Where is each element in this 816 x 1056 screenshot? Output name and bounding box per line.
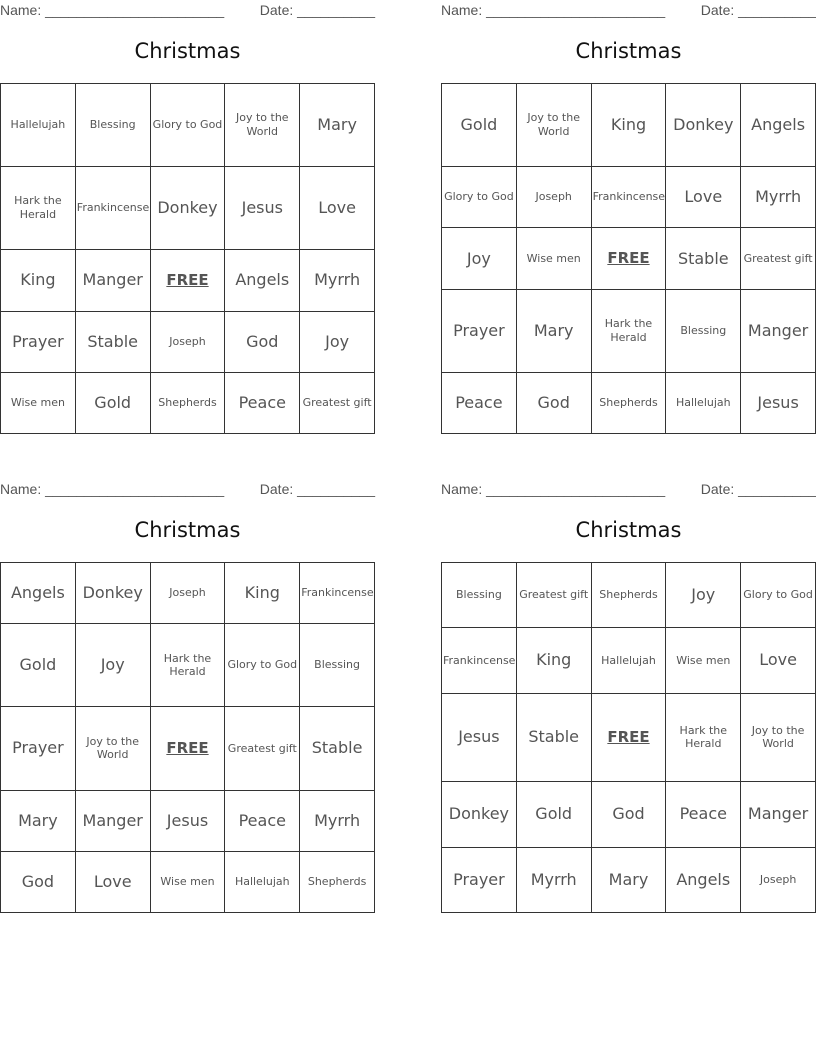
grid-cell: Hark the Herald bbox=[666, 693, 741, 782]
grid-row bbox=[1, 372, 375, 433]
card-header bbox=[441, 479, 816, 503]
grid-cell: God bbox=[516, 372, 591, 433]
grid-cell: Manger bbox=[741, 782, 816, 847]
grid-cell: King bbox=[516, 628, 591, 693]
grid-cell: Joseph bbox=[150, 563, 225, 624]
grid-cell: Joy to the World bbox=[741, 693, 816, 782]
grid-cell: Angels bbox=[666, 847, 741, 912]
grid-cell: Love bbox=[741, 628, 816, 693]
grid-cell: Shepherds bbox=[150, 372, 225, 433]
date-field-label: Date: __________ bbox=[700, 2, 816, 18]
grid-row bbox=[442, 167, 816, 228]
name-field-label: Name: _______________________ bbox=[0, 2, 225, 18]
grid-cell: Glory to God bbox=[741, 563, 816, 628]
name-field-label: Name: _______________________ bbox=[0, 481, 225, 497]
grid-cell: Hallelujah bbox=[591, 628, 666, 693]
grid-cell: Donkey bbox=[666, 84, 741, 167]
grid-cell: Stable bbox=[75, 311, 150, 372]
grid-cell: Hark the Herald bbox=[591, 289, 666, 372]
grid-cell: Mary bbox=[591, 847, 666, 912]
card-title: Christmas bbox=[575, 39, 682, 63]
grid-cell: Greatest gift bbox=[225, 707, 300, 790]
bingo-grid bbox=[0, 83, 375, 434]
grid-cell: Joy to the World bbox=[75, 707, 150, 790]
grid-cell: Frankincense bbox=[75, 167, 150, 250]
grid-cell: Prayer bbox=[442, 847, 517, 912]
free-space-cell: FREE bbox=[591, 228, 666, 289]
grid-cell: Myrrh bbox=[516, 847, 591, 912]
bingo-grid bbox=[441, 83, 816, 434]
grid-cell: Greatest gift bbox=[300, 372, 375, 433]
grid-cell: Angels bbox=[741, 84, 816, 167]
grid-cell: Stable bbox=[516, 693, 591, 782]
grid-cell: Prayer bbox=[442, 289, 517, 372]
card-title: Christmas bbox=[134, 518, 241, 542]
date-field-label: Date: __________ bbox=[259, 481, 375, 497]
free-space-cell: FREE bbox=[591, 693, 666, 782]
grid-row bbox=[1, 563, 375, 624]
date-field-label: Date: __________ bbox=[700, 481, 816, 497]
grid-cell: Wise men bbox=[516, 228, 591, 289]
grid-row bbox=[1, 167, 375, 250]
grid-row bbox=[1, 851, 375, 912]
grid-cell: Manger bbox=[75, 790, 150, 851]
grid-cell: God bbox=[591, 782, 666, 847]
grid-cell: Mary bbox=[300, 84, 375, 167]
grid-cell: Shepherds bbox=[591, 563, 666, 628]
grid-cell: Myrrh bbox=[300, 250, 375, 311]
grid-cell: Wise men bbox=[150, 851, 225, 912]
grid-cell: King bbox=[225, 563, 300, 624]
grid-cell: Joy bbox=[75, 624, 150, 707]
grid-cell: Mary bbox=[516, 289, 591, 372]
grid-row bbox=[1, 250, 375, 311]
grid-cell: Gold bbox=[516, 782, 591, 847]
bingo-card bbox=[0, 479, 375, 891]
grid-cell: Prayer bbox=[1, 707, 76, 790]
grid-cell: Donkey bbox=[150, 167, 225, 250]
grid-cell: King bbox=[1, 250, 76, 311]
grid-cell: Love bbox=[300, 167, 375, 250]
grid-cell: King bbox=[591, 84, 666, 167]
grid-row bbox=[442, 693, 816, 782]
grid-row bbox=[442, 289, 816, 372]
card-title: Christmas bbox=[575, 518, 682, 542]
grid-row bbox=[442, 847, 816, 912]
grid-row bbox=[442, 372, 816, 433]
grid-cell: Frankincense bbox=[591, 167, 666, 228]
grid-cell: Glory to God bbox=[225, 624, 300, 707]
name-field-label: Name: _______________________ bbox=[441, 2, 666, 18]
free-space-cell: FREE bbox=[150, 707, 225, 790]
grid-cell: Mary bbox=[1, 790, 76, 851]
grid-cell: Gold bbox=[442, 84, 517, 167]
grid-row bbox=[1, 311, 375, 372]
grid-cell: Peace bbox=[225, 372, 300, 433]
grid-cell: Blessing bbox=[666, 289, 741, 372]
grid-cell: Prayer bbox=[1, 311, 76, 372]
grid-cell: Joseph bbox=[516, 167, 591, 228]
grid-cell: Frankincense bbox=[442, 628, 517, 693]
bingo-card bbox=[0, 0, 375, 412]
grid-cell: Frankincense bbox=[300, 563, 375, 624]
bingo-grid bbox=[0, 562, 375, 913]
bingo-card bbox=[441, 0, 816, 412]
grid-row bbox=[442, 628, 816, 693]
grid-cell: Shepherds bbox=[300, 851, 375, 912]
grid-cell: Greatest gift bbox=[516, 563, 591, 628]
grid-cell: Stable bbox=[666, 228, 741, 289]
grid-cell: Donkey bbox=[75, 563, 150, 624]
grid-cell: God bbox=[1, 851, 76, 912]
grid-cell: Joy bbox=[442, 228, 517, 289]
card-header bbox=[441, 0, 816, 24]
grid-row bbox=[442, 228, 816, 289]
grid-cell: Blessing bbox=[75, 84, 150, 167]
bingo-card bbox=[441, 479, 816, 889]
grid-cell: Glory to God bbox=[442, 167, 517, 228]
grid-cell: Joy bbox=[666, 563, 741, 628]
grid-row bbox=[1, 84, 375, 167]
grid-cell: Myrrh bbox=[300, 790, 375, 851]
grid-cell: Hallelujah bbox=[1, 84, 76, 167]
grid-row bbox=[442, 84, 816, 167]
grid-cell: Peace bbox=[225, 790, 300, 851]
card-header bbox=[0, 479, 375, 503]
grid-cell: Hallelujah bbox=[666, 372, 741, 433]
grid-cell: Shepherds bbox=[591, 372, 666, 433]
bingo-grid bbox=[441, 562, 816, 913]
card-header bbox=[0, 0, 375, 24]
grid-row bbox=[1, 707, 375, 790]
grid-cell: Jesus bbox=[442, 693, 517, 782]
grid-cell: Jesus bbox=[150, 790, 225, 851]
grid-cell: Blessing bbox=[300, 624, 375, 707]
card-title: Christmas bbox=[134, 39, 241, 63]
grid-cell: Stable bbox=[300, 707, 375, 790]
grid-cell: Jesus bbox=[225, 167, 300, 250]
grid-cell: Love bbox=[75, 851, 150, 912]
grid-cell: Manger bbox=[75, 250, 150, 311]
grid-cell: Angels bbox=[1, 563, 76, 624]
grid-row bbox=[1, 790, 375, 851]
grid-row bbox=[1, 624, 375, 707]
grid-row bbox=[442, 563, 816, 628]
grid-cell: Gold bbox=[75, 372, 150, 433]
grid-cell: God bbox=[225, 311, 300, 372]
grid-row bbox=[442, 782, 816, 847]
grid-cell: Glory to God bbox=[150, 84, 225, 167]
grid-cell: Peace bbox=[666, 782, 741, 847]
grid-cell: Donkey bbox=[442, 782, 517, 847]
date-field-label: Date: __________ bbox=[259, 2, 375, 18]
grid-cell: Hark the Herald bbox=[150, 624, 225, 707]
grid-cell: Wise men bbox=[1, 372, 76, 433]
grid-cell: Jesus bbox=[741, 372, 816, 433]
grid-cell: Joseph bbox=[741, 847, 816, 912]
grid-cell: Peace bbox=[442, 372, 517, 433]
grid-cell: Hark the Herald bbox=[1, 167, 76, 250]
grid-cell: Joy to the World bbox=[225, 84, 300, 167]
free-space-cell: FREE bbox=[150, 250, 225, 311]
grid-cell: Angels bbox=[225, 250, 300, 311]
grid-cell: Joy bbox=[300, 311, 375, 372]
grid-cell: Joseph bbox=[150, 311, 225, 372]
grid-cell: Joy to the World bbox=[516, 84, 591, 167]
grid-cell: Manger bbox=[741, 289, 816, 372]
grid-cell: Wise men bbox=[666, 628, 741, 693]
grid-cell: Gold bbox=[1, 624, 76, 707]
grid-cell: Greatest gift bbox=[741, 228, 816, 289]
grid-cell: Love bbox=[666, 167, 741, 228]
grid-cell: Hallelujah bbox=[225, 851, 300, 912]
grid-cell: Blessing bbox=[442, 563, 517, 628]
name-field-label: Name: _______________________ bbox=[441, 481, 666, 497]
grid-cell: Myrrh bbox=[741, 167, 816, 228]
